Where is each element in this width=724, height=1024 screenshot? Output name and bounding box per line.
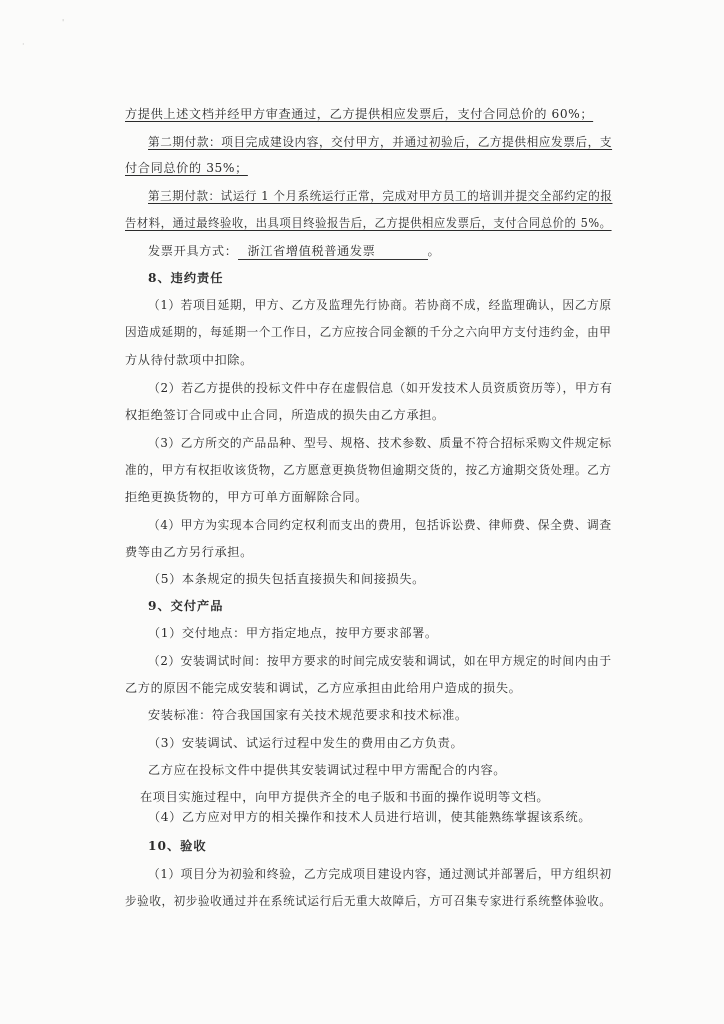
s10-p1-line-1: （1）项目分为初验和终验，乙方完成项目建设内容，通过测试并部署后，甲方组织初 — [148, 867, 612, 881]
s8-p1-line-1: （1）若项目延期，甲方、乙方及监理先行协商。若协商不成，经监理确认，因乙方原 — [148, 298, 612, 312]
s9-note-1: 乙方应在投标文件中提供其安装调试过程中甲方需配合的内容。 — [148, 763, 507, 777]
payment-line-5: 告材料，通过最终验收，出具项目终验报告后，乙方提供相应发票后，支付合同总价的 5%。 — [125, 216, 612, 230]
scan-mark-top: ' — [62, 18, 65, 27]
payment-line-3: 付合同总价的 35%； — [125, 161, 248, 175]
s8-p4-line-2: 费等由乙方另行承担。 — [125, 545, 253, 559]
payment-line-1: 方提供上述文档并经甲方审查通过，乙方提供相应发票后，支付合同总价的 60%； — [125, 107, 594, 121]
s10-p1-line-2: 步验收，初步验收通过并在系统试运行后无重大故障后，方可召集专家进行系统整体验收。 — [125, 894, 612, 908]
s9-p2-line-1: （2）安装调试时间：按甲方要求的时间完成安装和调试，如在甲方规定的时间内由于 — [148, 654, 612, 668]
section-8-heading: 8、违约责任 — [148, 271, 224, 285]
s9-p1: （1）交付地点：甲方指定地点，按甲方要求部署。 — [148, 626, 438, 640]
s9-install-standard: 安装标准：符合我国国家有关技术规范要求和技术标准。 — [148, 708, 468, 722]
scan-mark-left: · — [22, 40, 25, 49]
s9-note-2: 在项目实施过程中，向甲方提供齐全的电子版和书面的操作说明等文档。 — [140, 790, 550, 804]
s8-p2-line-2: 权拒绝签订合同或中止合同，所造成的损失由乙方承担。 — [125, 408, 445, 422]
s8-p4-line-1: （4）甲方为实现本合同约定权利而支出的费用，包括诉讼费、律师费、保全费、调查 — [148, 518, 612, 532]
invoice-end: 。 — [427, 244, 441, 258]
s9-p2-line-2: 乙方的原因不能完成安装和调试，乙方应承担由此给用户造成的损失。 — [125, 681, 522, 695]
invoice-label: 发票开具方式： — [148, 244, 238, 258]
s8-p1-line-2: 因造成延期的，每延期一个工作日，乙方应按合同金额的千分之六向甲方支付违约金，由甲 — [125, 325, 612, 339]
s9-p3: （3）安装调试、试运行过程中发生的费用由乙方负责。 — [148, 736, 464, 750]
s8-p3-line-2: 准的，甲方有权拒收该货物，乙方愿意更换货物但逾期交货的，按乙方逾期交货处理。乙方 — [125, 463, 612, 477]
s9-p4: （4）乙方应对甲方的相关操作和技术人员进行培训，使其能熟练掌握该系统。 — [148, 810, 592, 824]
s8-p3-line-1: （3）乙方所交的产品品种、型号、规格、技术参数、质量不符合招标采购文件规定标 — [148, 436, 612, 450]
s8-p5: （5）本条规定的损失包括直接损失和间接损失。 — [148, 572, 425, 586]
s8-p3-line-3: 拒绝更换货物的，甲方可单方面解除合同。 — [125, 490, 368, 504]
s8-p1-line-3: 方从待付款项中扣除。 — [125, 353, 253, 367]
invoice-value: 浙江省增值税普通发票 — [238, 243, 428, 260]
section-10-heading: 10、验收 — [148, 839, 207, 853]
s8-p2-line-1: （2）若乙方提供的投标文件中存在虚假信息（如开发技术人员资质资历等），甲方有 — [148, 381, 613, 395]
section-9-heading: 9、交付产品 — [148, 599, 224, 613]
payment-line-2: 第二期付款：项目完成建设内容，交付甲方，并通过初验后，乙方提供相应发票后，支 — [148, 135, 613, 149]
payment-line-4: 第三期付款：试运行 1 个月系统运行正常，完成对甲方员工的培训并提交全部约定的报 — [148, 189, 613, 203]
invoice-row — [148, 243, 440, 260]
